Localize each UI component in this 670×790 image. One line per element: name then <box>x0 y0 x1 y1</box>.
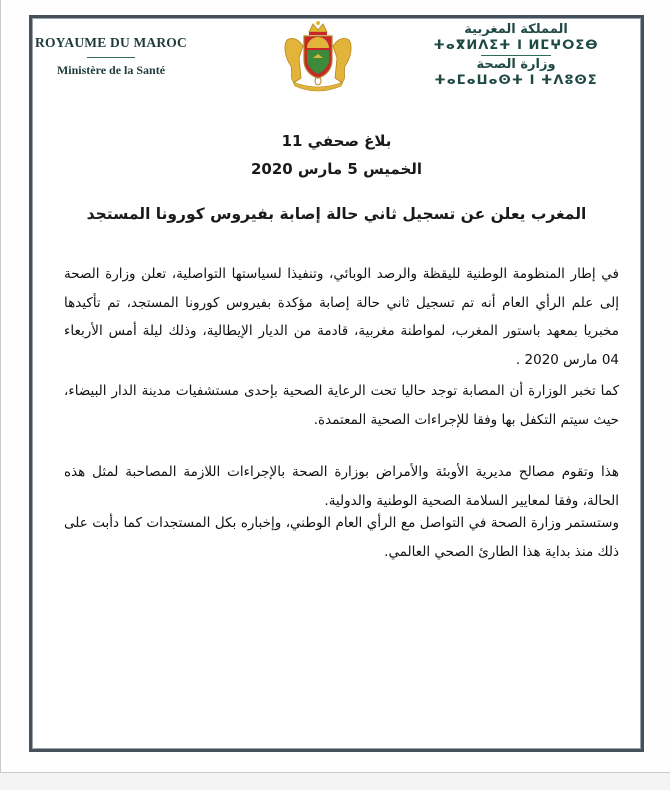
kingdom-name-tifinagh: ⵜⴰⴳⵍⴷⵉⵜ ⵏ ⵍⵎⵖⵔⵉⴱ <box>433 38 599 53</box>
communique-title: المغرب يعلن عن تسجيل ثاني حالة إصابة بفيروس كورونا المستجد <box>86 205 587 223</box>
kingdom-name-ar: المملكة المغربية <box>464 22 568 37</box>
paragraph: هذا وتقوم مصالح مديرية الأوبئة والأمراض بوزارة الصحة بالإجراءات اللازمة المصاحبة لمثل هذه الحالة، وفقا لمعايير السلامة الصحية الوطنية والدولية. <box>64 464 619 509</box>
header-divider <box>87 57 135 58</box>
communique-number: بلاغ صحفي 11 <box>281 132 392 150</box>
paragraph: في إطار المنظومة الوطنية لليقظة والرصد الوبائي، وتنفيذا لسياستها التواصلية، تعلن وزارة الصحة إلى علم الرأي العام أنه تم تسجيل ثاني حالة إصابة مؤكدة بفيروس كورونا المستجد، تم تأكيدها مخبريا بمعهد باستور المغرب، لمواطنة مغربية، قادمة من الديار الإيطالية، وذلك ليلة أمس الأربعاء 04 مارس 2020 . <box>64 266 619 368</box>
communique-date: الخميس 5 مارس 2020 <box>250 160 423 178</box>
header-left <box>31 35 191 78</box>
coat-of-arms-icon <box>273 18 363 94</box>
kingdom-name-fr: ROYAUME DU MAROC <box>35 35 187 50</box>
header-right <box>421 22 611 89</box>
paragraph: وستستمر وزارة الصحة في التواصل مع الرأي العام الوطني، وإخباره بكل المستجدات كما دأبت على ذلك منذ بداية هذا الطارئ الصحي العالمي. <box>64 515 619 560</box>
ministry-name-fr: Ministère de la Santé <box>56 63 166 77</box>
paragraph: كما تخبر الوزارة أن المصابة توجد حاليا تحت الرعاية الصحية بإحدى مستشفيات مدينة الدار البيضاء، حيث سيتم التكفل بها وفقا للإجراءات الصحية المعتمدة. <box>64 383 619 428</box>
ministry-name-tifinagh: ⵜⴰⵎⴰⵡⴰⵙⵜ ⵏ ⵜⴷⵓⵙⵉ <box>434 73 598 88</box>
header-right-divider <box>481 55 551 56</box>
ministry-name-ar: وزارة الصحة <box>476 57 556 72</box>
